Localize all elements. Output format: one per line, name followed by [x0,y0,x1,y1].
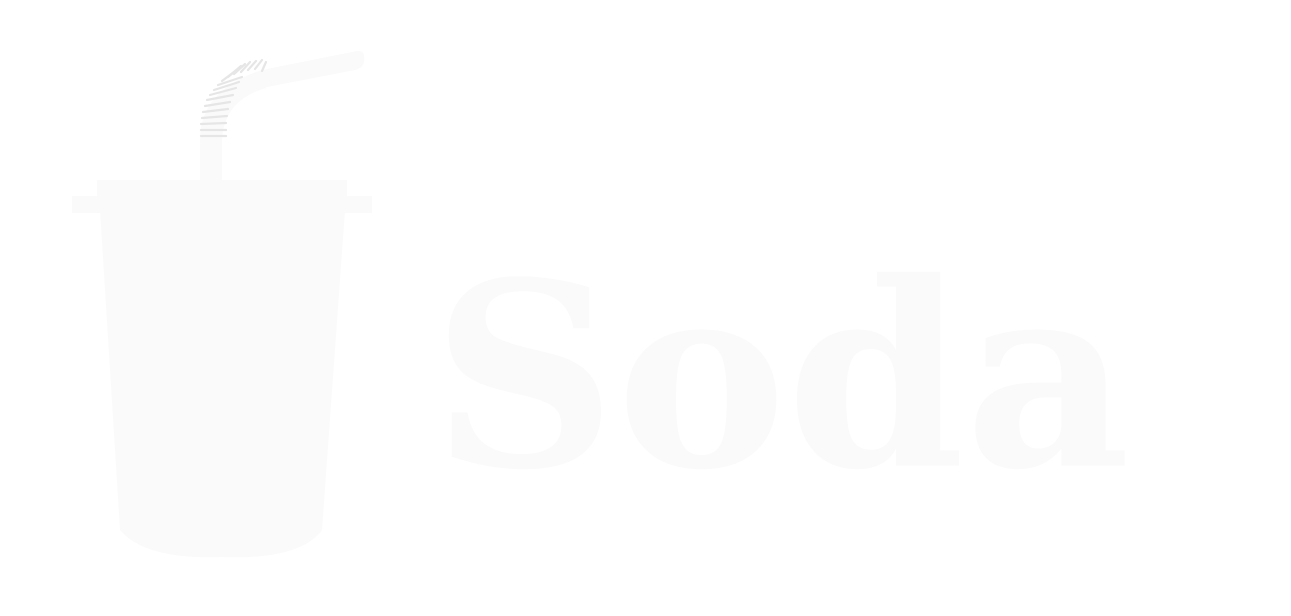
soda-cup-icon [72,51,372,557]
cup-body [100,210,345,557]
soda-wordmark: Soda [432,226,1131,527]
straw [200,51,364,183]
